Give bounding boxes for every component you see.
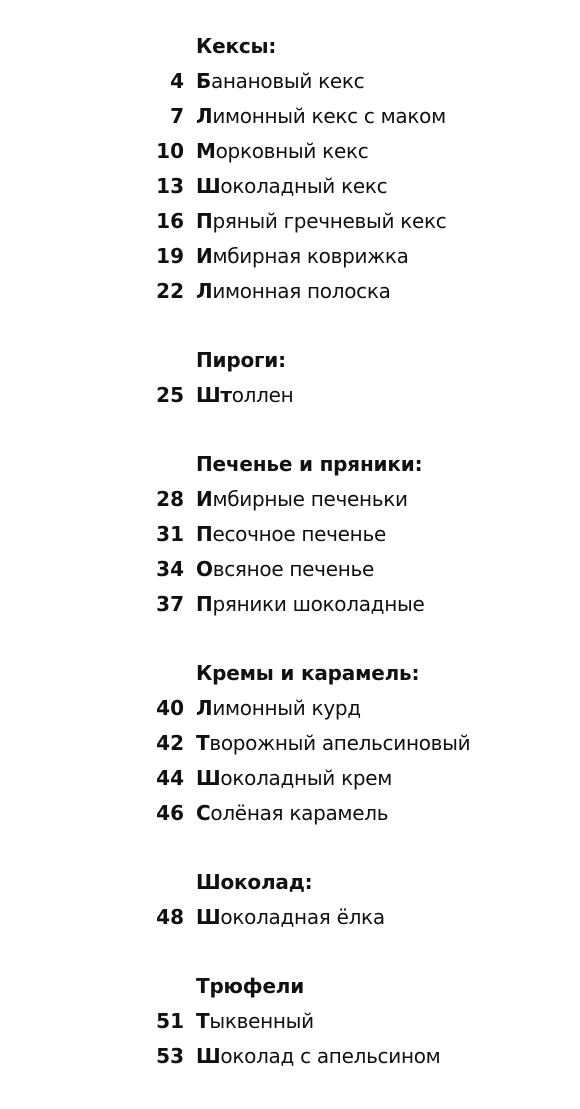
entry-page-number: 7 <box>170 104 184 128</box>
entry-page-number: 53 <box>156 1044 184 1068</box>
entry-title-rest: есочное печенье <box>212 522 386 546</box>
entry-title <box>196 1009 314 1033</box>
entry-title-initial: Ш <box>196 766 221 790</box>
entry-title-rest: околадный кекс <box>220 174 388 198</box>
entry-title <box>196 905 385 929</box>
entry-title <box>196 557 374 581</box>
entry-title-initial: М <box>196 139 216 163</box>
entry-title-initial: Л <box>196 696 213 720</box>
toc-section <box>0 657 580 832</box>
entry-title <box>196 139 368 163</box>
entry-title <box>196 69 364 93</box>
entry-page-number: 13 <box>156 174 184 198</box>
section-heading <box>0 866 580 901</box>
entry-page-number: 44 <box>156 766 184 790</box>
toc-section <box>0 30 580 310</box>
toc-entry <box>0 379 580 414</box>
entry-title-initial: П <box>196 209 213 233</box>
entry-title-rest: анановый кекс <box>210 69 365 93</box>
toc-entry <box>0 205 580 240</box>
toc-entry <box>0 797 580 832</box>
entry-page-number: 10 <box>156 139 184 163</box>
entry-title <box>196 383 293 407</box>
toc-entry <box>0 275 580 310</box>
entry-title <box>196 174 387 198</box>
toc-entry <box>0 483 580 518</box>
toc-entry <box>0 1005 580 1040</box>
entry-title-initial: П <box>196 592 213 616</box>
entry-title <box>196 487 408 511</box>
entry-title <box>196 696 361 720</box>
entry-page-number: 22 <box>156 279 184 303</box>
entry-title <box>196 801 388 825</box>
entry-page-number: 19 <box>156 244 184 268</box>
entry-title <box>196 1044 440 1068</box>
entry-title <box>196 766 392 790</box>
entry-title-rest: околад с апельсином <box>220 1044 441 1068</box>
section-title: Трюфели <box>196 974 305 998</box>
toc-section <box>0 866 580 936</box>
section-title: Шоколад: <box>196 870 313 894</box>
entry-page-number: 25 <box>156 383 184 407</box>
entry-title-rest: ряный гречневый кекс <box>212 209 447 233</box>
entry-title-initial: О <box>196 557 213 581</box>
entry-title-initial: Т <box>196 731 210 755</box>
entry-title-rest: мбирные печеньки <box>212 487 408 511</box>
entry-title-rest: олёная карамель <box>210 801 389 825</box>
entry-title <box>196 104 446 128</box>
toc-entry <box>0 135 580 170</box>
entry-title-rest: околадная ёлка <box>220 905 385 929</box>
section-title: Кремы и карамель: <box>196 661 420 685</box>
entry-title-initial: Ш <box>196 905 221 929</box>
entry-title-rest: имонная полоска <box>212 279 391 303</box>
entry-page-number: 46 <box>156 801 184 825</box>
entry-title-initial: И <box>196 487 213 511</box>
entry-title-initial: П <box>196 522 213 546</box>
entry-page-number: 51 <box>156 1009 184 1033</box>
toc-entry <box>0 588 580 623</box>
entry-title-rest: ряники шоколадные <box>212 592 425 616</box>
section-heading <box>0 448 580 483</box>
toc-section <box>0 344 580 414</box>
entry-title <box>196 279 391 303</box>
entry-title-rest: ворожный апельсиновый <box>209 731 471 755</box>
entry-page-number: 40 <box>156 696 184 720</box>
entry-title-rest: оллен <box>231 383 294 407</box>
entry-title-rest: имонный кекс с маком <box>212 104 446 128</box>
toc-entry <box>0 240 580 275</box>
toc-entry <box>0 901 580 936</box>
section-heading <box>0 30 580 65</box>
entry-title-initial: Л <box>196 104 213 128</box>
entry-title-initial: Т <box>196 1009 210 1033</box>
entry-title-rest: орковный кекс <box>215 139 369 163</box>
entry-title-rest: всяное печенье <box>212 557 374 581</box>
entry-page-number: 34 <box>156 557 184 581</box>
section-heading <box>0 657 580 692</box>
section-title: Кексы: <box>196 34 277 58</box>
entry-title <box>196 731 470 755</box>
section-title: Печенье и пряники: <box>196 452 423 476</box>
entry-title-initial: Шт <box>196 383 232 407</box>
toc-entry <box>0 65 580 100</box>
entry-title-rest: ыквенный <box>209 1009 314 1033</box>
entry-title-rest: мбирная коврижка <box>212 244 409 268</box>
entry-title-rest: имонный курд <box>212 696 361 720</box>
entry-title-rest: околадный крем <box>220 766 393 790</box>
entry-title-initial: Ш <box>196 1044 221 1068</box>
entry-title-initial: Б <box>196 69 211 93</box>
entry-title <box>196 522 386 546</box>
entry-page-number: 37 <box>156 592 184 616</box>
entry-title <box>196 244 409 268</box>
toc-entry <box>0 100 580 135</box>
entry-page-number: 42 <box>156 731 184 755</box>
entry-page-number: 16 <box>156 209 184 233</box>
toc-section <box>0 448 580 623</box>
section-title: Пироги: <box>196 348 286 372</box>
section-heading <box>0 344 580 379</box>
entry-title-initial: Ш <box>196 174 221 198</box>
toc-section <box>0 970 580 1075</box>
entry-title-initial: И <box>196 244 213 268</box>
entry-title <box>196 592 424 616</box>
toc-entry <box>0 170 580 205</box>
entry-page-number: 31 <box>156 522 184 546</box>
toc-entry <box>0 553 580 588</box>
toc-entry <box>0 518 580 553</box>
table-of-contents <box>0 30 580 1109</box>
toc-entry <box>0 762 580 797</box>
entry-title <box>196 209 447 233</box>
entry-page-number: 4 <box>170 69 184 93</box>
toc-entry <box>0 727 580 762</box>
toc-entry <box>0 1040 580 1075</box>
entry-title-initial: Л <box>196 279 213 303</box>
toc-entry <box>0 692 580 727</box>
entry-title-initial: С <box>196 801 211 825</box>
section-heading <box>0 970 580 1005</box>
entry-page-number: 48 <box>156 905 184 929</box>
entry-page-number: 28 <box>156 487 184 511</box>
